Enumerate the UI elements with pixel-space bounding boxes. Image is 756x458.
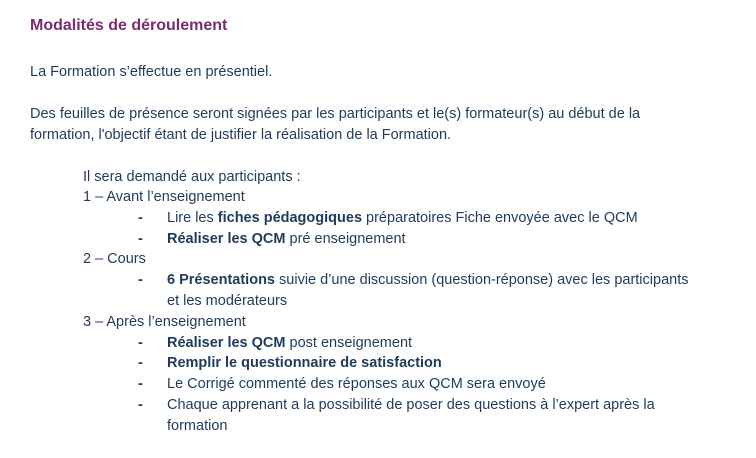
list-item-corrige: Le Corrigé commenté des réponses aux QCM sera envoyé xyxy=(167,376,546,392)
item-text: suivie d’une discussion (question-réponse) avec les participants xyxy=(275,272,689,288)
bullet-dash: - xyxy=(138,376,143,392)
item-bold-text: fiches pédagogiques xyxy=(217,210,363,226)
list-item-questions: Chaque apprenant a la possibilité de poser des questions à l’expert après la xyxy=(167,397,655,413)
item-text: Lire les xyxy=(167,210,218,226)
paragraph-attendance-line1: Des feuilles de présence seront signées par les participants et le(s) formateur(s) au début de la xyxy=(30,106,641,122)
bullet-dash: - xyxy=(138,210,143,226)
item-text: post enseignement xyxy=(285,335,413,351)
item-bold-text: Réaliser les QCM xyxy=(167,335,286,351)
list-item-presentations-line2: et les modérateurs xyxy=(167,293,288,309)
step-2-heading: 2 – Cours xyxy=(83,251,146,267)
bullet-dash: - xyxy=(138,272,143,288)
paragraph-presentiel: La Formation s’effectue en présentiel. xyxy=(30,64,273,80)
list-item-satisfaction xyxy=(167,353,442,373)
item-bold-text: 6 Présentations xyxy=(167,272,275,288)
paragraph-attendance-line2: formation, l'objectif étant de justifier la réalisation de la Formation. xyxy=(30,127,452,143)
step-1-heading: 1 – Avant l’enseignement xyxy=(83,189,245,205)
step-3-heading: 3 – Après l’enseignement xyxy=(83,314,246,330)
bullet-dash: - xyxy=(138,335,143,351)
list-item-qcm-pre xyxy=(167,229,406,249)
participants-intro: Il sera demandé aux participants : xyxy=(83,169,301,185)
bullet-dash: - xyxy=(138,231,143,247)
section-title: Modalités de déroulement xyxy=(30,17,228,34)
bullet-dash: - xyxy=(138,397,143,413)
list-item-qcm-post xyxy=(167,333,412,353)
list-item-questions-line2: formation xyxy=(167,418,228,434)
item-bold-text: Remplir le questionnaire de satisfaction xyxy=(167,355,442,371)
item-text: préparatoires Fiche envoyée avec le QCM xyxy=(362,210,638,226)
bullet-dash: - xyxy=(138,355,143,371)
list-item-presentations xyxy=(167,270,688,290)
list-item-fiches xyxy=(167,208,638,228)
item-bold-text: Réaliser les QCM xyxy=(167,231,286,247)
item-text: pré enseignement xyxy=(285,231,406,247)
